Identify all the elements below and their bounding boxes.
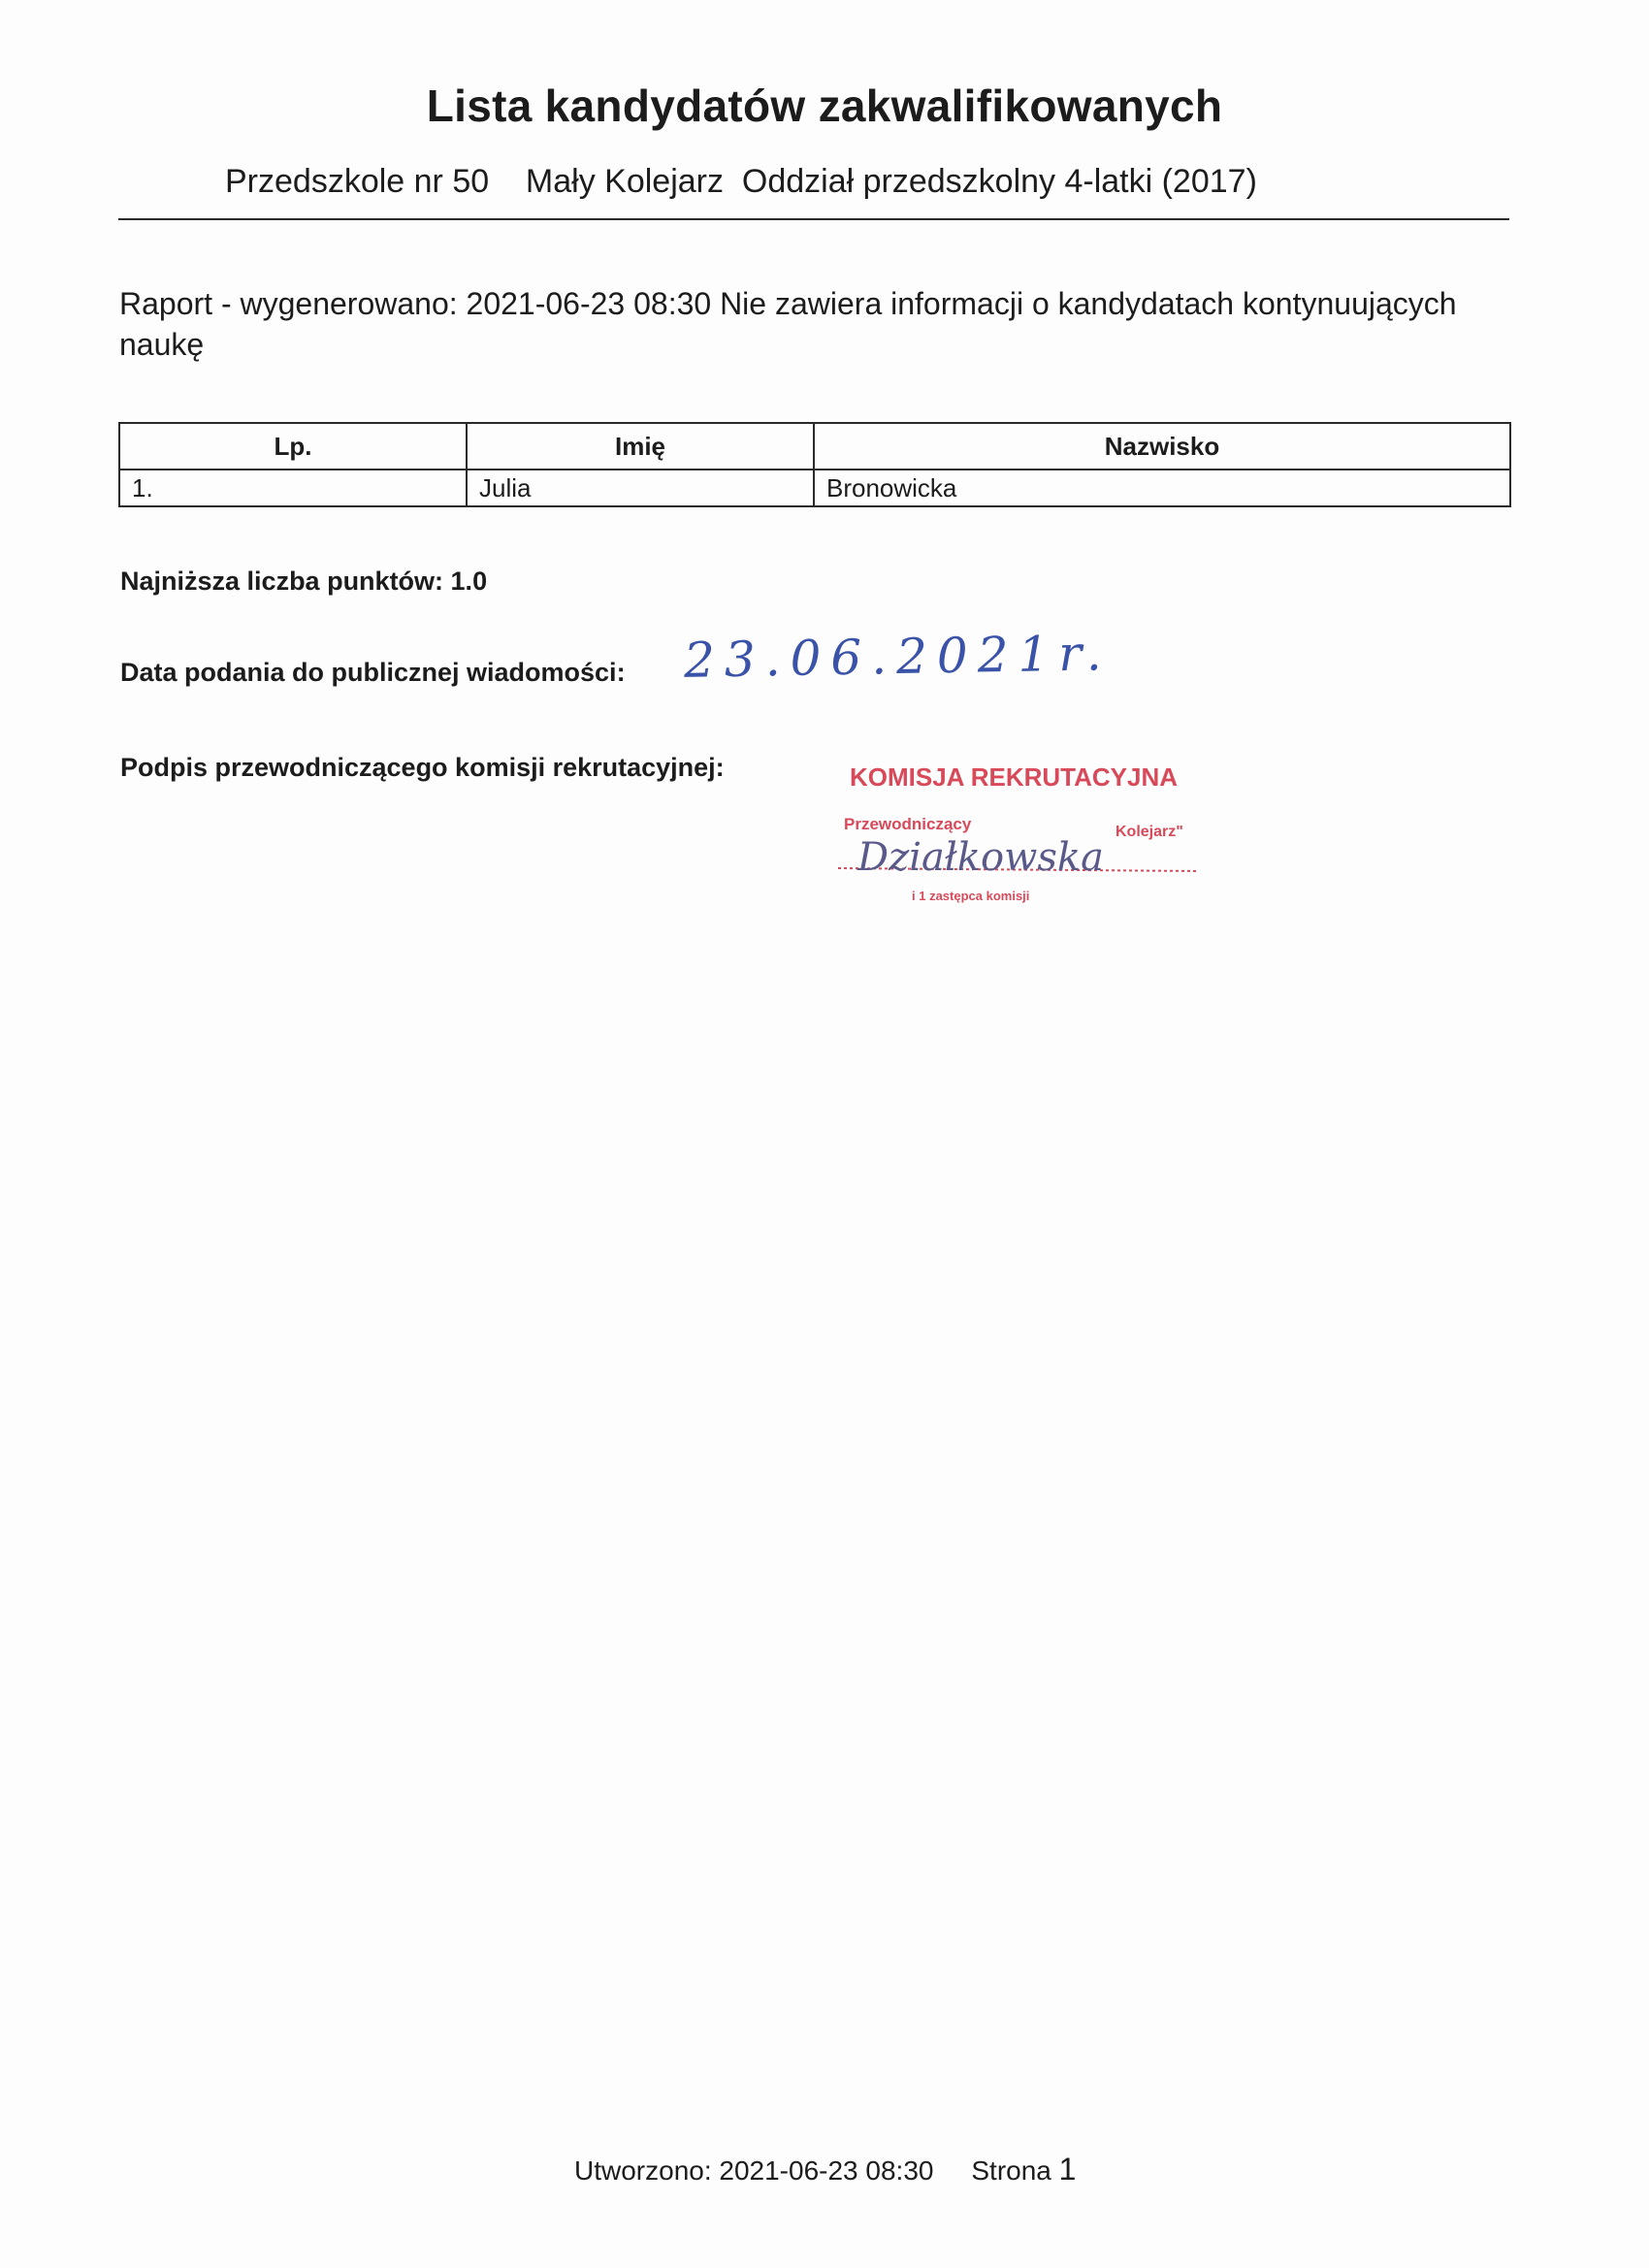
lowest-points: Najniższa liczba punktów: 1.0 [120, 567, 488, 596]
column-header-imie: Imię [467, 423, 814, 470]
cell-nazwisko: Bronowicka [814, 470, 1510, 506]
stamp-line-3: Kolejarz" [1116, 824, 1183, 840]
column-header-lp: Lp. [119, 423, 467, 470]
header-divider [118, 218, 1509, 220]
report-note: Raport - wygenerowano: 2021-06-23 08:30 Nie zawiera informacji o kandydatach kontynuujących naukę [119, 286, 1457, 362]
handwritten-date: 23.06.2021r. [683, 625, 1113, 689]
table-row [119, 470, 1510, 506]
commission-stamp [834, 757, 1203, 922]
cell-imie: Julia [467, 470, 814, 506]
footer-page-number: 1 [1058, 2152, 1077, 2187]
signature: Działkowska [857, 835, 1104, 880]
document-subtitle: Przedszkole nr 50 Mały Kolejarz Oddział przedszkolny 4-latki (2017) [225, 163, 1257, 200]
publication-date-label: Data podania do publicznej wiadomości: [120, 658, 626, 687]
footer-created: Utworzono: 2021-06-23 08:30 [574, 2155, 934, 2186]
document-title: Lista kandydatów zakwalifikowanych [426, 81, 1223, 131]
stamp-line-1: KOMISJA REKRUTACYJNA [850, 762, 1179, 792]
footer-page-label: Strona [971, 2155, 1051, 2186]
page-footer [574, 2152, 1076, 2187]
cell-lp: 1. [119, 470, 467, 506]
signature-label: Podpis przewodniczącego komisji rekrutacyjnej: [120, 753, 725, 782]
column-header-nazwisko: Nazwisko [814, 423, 1510, 470]
stamp-line-2: Przewodniczący [844, 815, 972, 833]
candidates-table [118, 422, 1511, 507]
table-header-row [119, 423, 1510, 470]
stamp-line-4: i 1 zastępca komisji [912, 889, 1030, 903]
